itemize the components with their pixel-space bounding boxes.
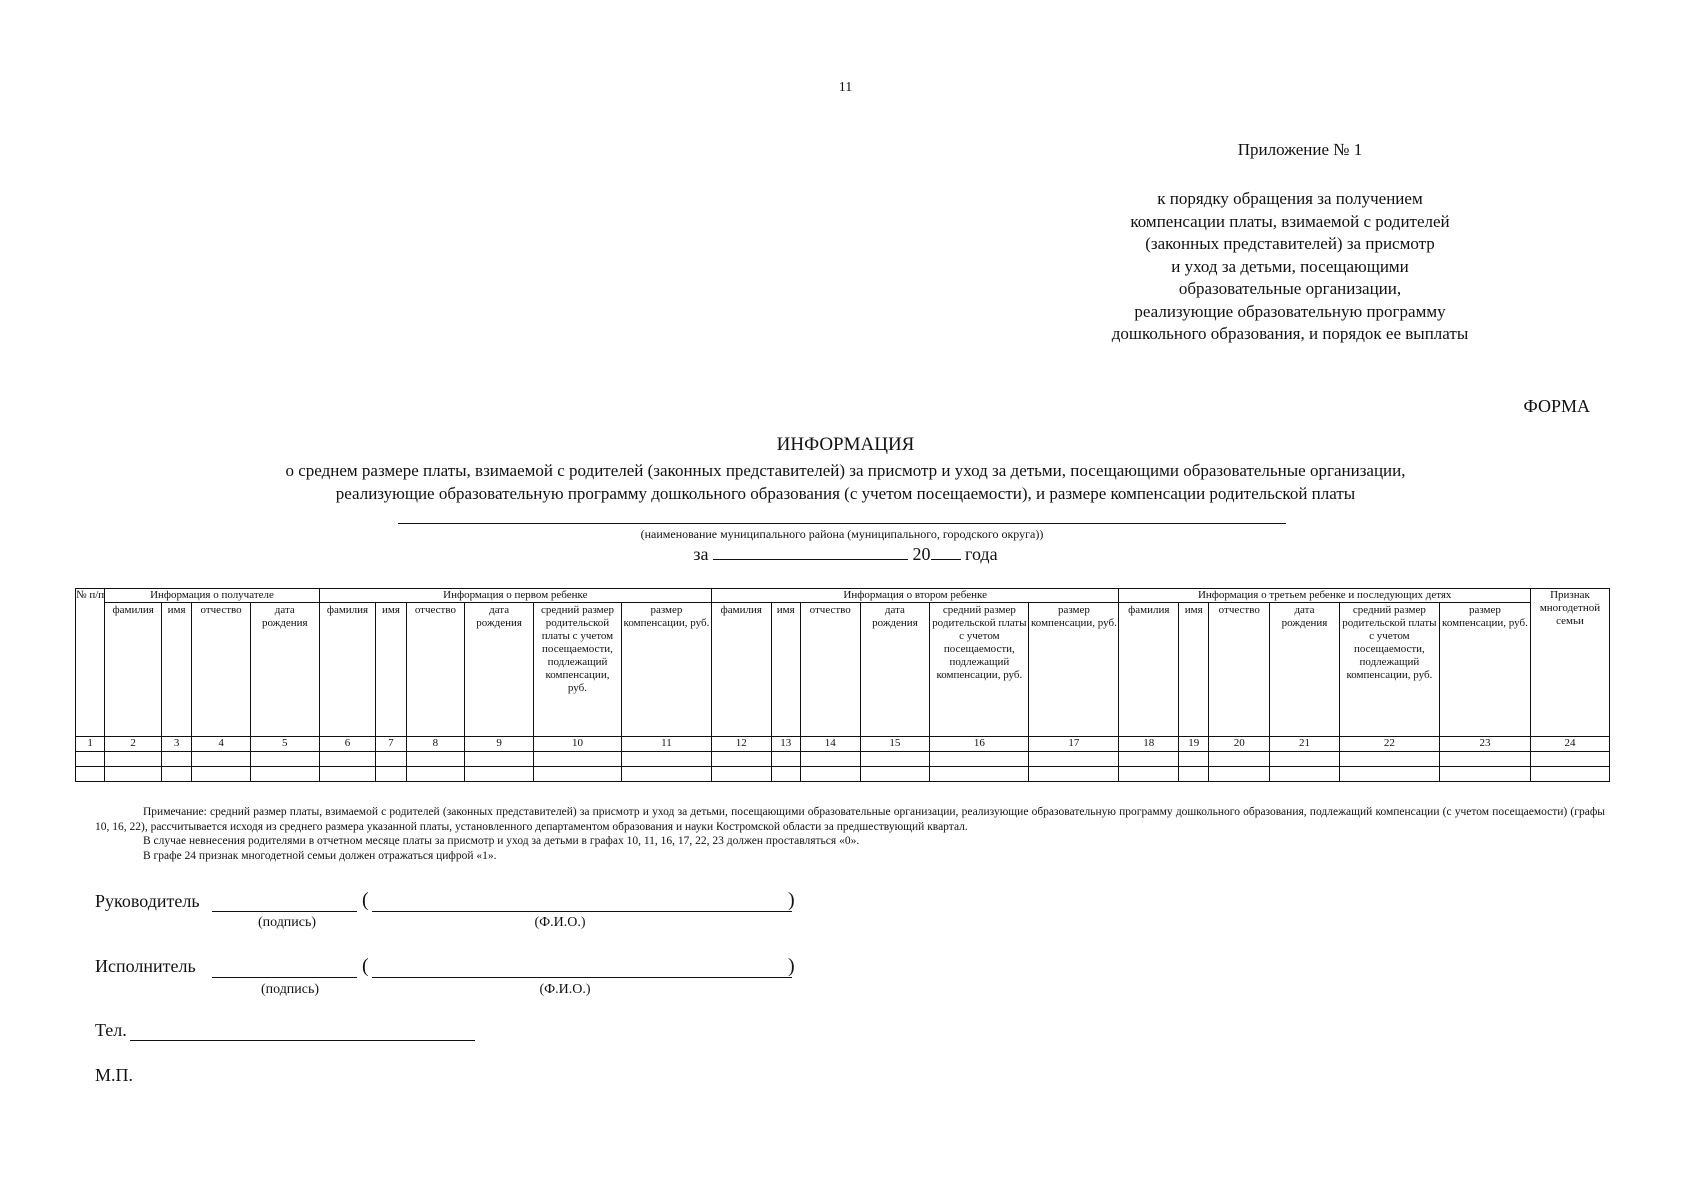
column-number: 7 xyxy=(376,737,406,752)
period-suffix: года xyxy=(965,544,998,564)
document-description xyxy=(150,460,1541,505)
column-number: 24 xyxy=(1530,737,1609,752)
header-large-family: Признак многодетной семьи xyxy=(1530,589,1609,737)
group-child-2: Информация о втором ребенке xyxy=(711,589,1119,603)
appendix-subtitle xyxy=(1050,188,1530,346)
head-open-paren: ( xyxy=(362,889,369,911)
column-number: 8 xyxy=(406,737,465,752)
header-child1-patronymic: отчество xyxy=(406,603,465,737)
phone-label: Тел. xyxy=(95,1020,127,1040)
municipality-blank-line xyxy=(398,523,1286,524)
column-number: 10 xyxy=(533,737,621,752)
form-label: ФОРМА xyxy=(1523,396,1590,416)
header-child3-avg-fee: средний размер родительской платы с учетом посещаемости, подлежащий компенсации, руб. xyxy=(1339,603,1439,737)
header-child1-compensation: размер компенсации, руб. xyxy=(621,603,711,737)
executor-fio-line xyxy=(372,977,792,978)
column-number: 9 xyxy=(465,737,534,752)
header-recipient-patronymic: отчество xyxy=(192,603,251,737)
header-child1-avg-fee: средний размер родительской платы с учетом посещаемости, подлежащий компенсации, руб. xyxy=(533,603,621,737)
column-number: 23 xyxy=(1439,737,1530,752)
executor-signature-line xyxy=(212,977,357,978)
column-number: 5 xyxy=(250,737,319,752)
column-number: 4 xyxy=(192,737,251,752)
appendix-subtitle-line: образовательные организации, xyxy=(1178,279,1402,298)
header-recipient-name: имя xyxy=(161,603,191,737)
column-number: 12 xyxy=(711,737,771,752)
column-number: 20 xyxy=(1209,737,1270,752)
header-no: № п/п xyxy=(76,589,105,737)
table-row xyxy=(76,752,1610,767)
column-number: 21 xyxy=(1270,737,1340,752)
column-number: 19 xyxy=(1179,737,1209,752)
head-signature-caption: (подпись) xyxy=(257,915,317,930)
header-child2-surname: фамилия xyxy=(711,603,771,737)
header-child2-avg-fee: средний размер родительской платы с учетом посещаемости, подлежащий компенсации, руб. xyxy=(930,603,1029,737)
appendix-subtitle-line: и уход за детьми, посещающими xyxy=(1171,256,1409,276)
column-number-row xyxy=(76,737,1610,752)
header-recipient-surname: фамилия xyxy=(105,603,162,737)
note-paragraph: Примечание: средний размер платы, взимаемой с родителей (законных представителей) за присмотр и уход за детьми, посещающими образовательные организации, реализующие образовательную программу дошкольного образования, подлежащий компенсации (с учетом посещаемости) (графы 10, 16, 22), рассчитывается исходя из среднего размера указанной платы, установленного департаментом образования и науки Костромской области за предшествующий квартал. xyxy=(95,806,1605,833)
appendix-subtitle-line: (законных представителей) за присмотр xyxy=(1145,234,1435,253)
column-number: 14 xyxy=(800,737,860,752)
executor-label: Исполнитель xyxy=(95,956,196,976)
period-year-prefix: 20 xyxy=(912,544,931,564)
column-number: 15 xyxy=(860,737,930,752)
header-child3-surname: фамилия xyxy=(1119,603,1179,737)
municipality-caption: (наименование муниципального района (муниципального, городского округа)) xyxy=(640,527,1044,541)
head-label: Руководитель xyxy=(95,891,200,911)
column-number: 3 xyxy=(161,737,191,752)
group-child-1: Информация о первом ребенке xyxy=(319,589,711,603)
head-signature-line xyxy=(212,911,357,912)
description-line: о среднем размере платы, взимаемой с родителей (законных представителей) за присмотр и уход за детьми, посещающими образовательные организации, xyxy=(285,461,1406,480)
period-prefix: за xyxy=(693,544,709,564)
head-close-paren: ) xyxy=(788,889,795,911)
header-child2-patronymic: отчество xyxy=(800,603,860,737)
phone-line xyxy=(130,1040,475,1041)
column-number: 11 xyxy=(621,737,711,752)
stamp-label: М.П. xyxy=(95,1065,134,1085)
compensation-table xyxy=(75,588,1610,782)
executor-open-paren: ( xyxy=(362,955,369,977)
header-child3-name: имя xyxy=(1179,603,1209,737)
column-number: 13 xyxy=(771,737,800,752)
header-child1-name: имя xyxy=(376,603,406,737)
header-recipient-birthdate: дата рождения xyxy=(250,603,319,737)
note xyxy=(95,805,1605,863)
column-number: 22 xyxy=(1339,737,1439,752)
appendix-subtitle-line: реализующие образовательную программу xyxy=(1134,301,1446,321)
header-child2-birthdate: дата рождения xyxy=(860,603,930,737)
period-month-blank xyxy=(713,545,908,560)
column-number: 18 xyxy=(1119,737,1179,752)
period-line xyxy=(0,544,1691,565)
appendix-title: Приложение № 1 xyxy=(1237,140,1363,159)
table-row xyxy=(76,767,1610,782)
column-number: 16 xyxy=(930,737,1029,752)
header-child3-compensation: размер компенсации, руб. xyxy=(1439,603,1530,737)
group-child-3: Информация о третьем ребенке и последующих детях xyxy=(1119,589,1531,603)
period-year-blank xyxy=(931,545,961,560)
group-recipient: Информация о получателе xyxy=(105,589,319,603)
header-child2-compensation: размер компенсации, руб. xyxy=(1029,603,1119,737)
column-number: 17 xyxy=(1029,737,1119,752)
header-child1-surname: фамилия xyxy=(319,603,376,737)
head-fio-line xyxy=(372,911,792,912)
document-title: ИНФОРМАЦИЯ xyxy=(776,434,915,455)
header-child2-name: имя xyxy=(771,603,800,737)
executor-close-paren: ) xyxy=(788,955,795,977)
executor-signature-caption: (подпись) xyxy=(260,982,320,997)
note-paragraph: В графе 24 признак многодетной семьи должен отражаться цифрой «1». xyxy=(143,849,497,862)
appendix-subtitle-line: дошкольного образования, и порядок ее выплаты xyxy=(1111,324,1469,343)
column-number: 1 xyxy=(76,737,105,752)
column-number: 6 xyxy=(319,737,376,752)
column-number: 2 xyxy=(105,737,162,752)
note-paragraph: В случае невнесения родителями в отчетном месяце платы за присмотр и уход за детьми в графах 10, 11, 16, 17, 22, 23 должен проставляться «0». xyxy=(143,835,860,847)
header-child3-patronymic: отчество xyxy=(1209,603,1270,737)
appendix-subtitle-line: к порядку обращения за получением xyxy=(1157,189,1423,208)
header-child3-birthdate: дата рождения xyxy=(1270,603,1340,737)
executor-fio-caption: (Ф.И.О.) xyxy=(539,982,591,997)
description-line: реализующие образовательную программу дошкольного образования (с учетом посещаемости), и размере компенсации родительской платы xyxy=(335,483,1356,503)
header-child1-birthdate: дата рождения xyxy=(465,603,534,737)
page-number: 11 xyxy=(838,80,853,95)
head-fio-caption: (Ф.И.О.) xyxy=(534,915,586,930)
appendix-subtitle-line: компенсации платы, взимаемой с родителей xyxy=(1130,211,1450,231)
